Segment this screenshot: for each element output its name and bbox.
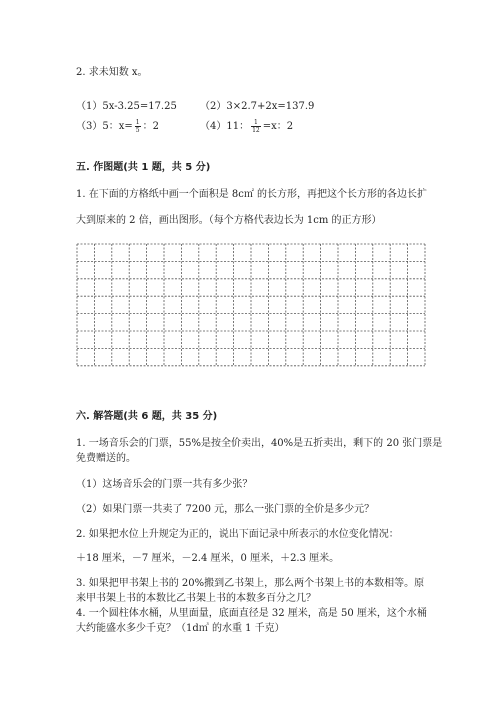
equation-3-suffix: ：2 [142, 121, 159, 132]
problem-1-line-2: 免费赠送的。 [76, 453, 136, 464]
fraction-denominator: 12 [252, 127, 260, 134]
section-6-heading: 六. 解答题(共 6 题，共 35 分) [76, 411, 218, 422]
equation-4-suffix: =x：2 [262, 121, 294, 132]
fraction-numerator: 1 [135, 119, 140, 126]
fraction-denominator: 5 [135, 127, 140, 134]
drawing-grid [76, 243, 426, 383]
problem-1-sub-question-2: （2）如果门票一共卖了 7200 元，那么一张门票的全价是多少元？ [76, 504, 375, 515]
question-2-title: 2. 求未知数 x。 [76, 67, 148, 78]
equation-3-prefix: （3）5：x= [76, 121, 133, 132]
equation-2: （2）3×2.7+2x=137.9 [200, 101, 315, 112]
problem-4-line-2: 大约能盛水多少千克？（1d㎥ 的水重 1 千克） [76, 623, 285, 634]
fraction-one-twelfth [251, 119, 261, 134]
section-5-heading: 五. 作图题(共 1 题，共 5 分) [76, 162, 211, 173]
problem-3-line-1: 3. 如果把甲书架上书的 20%搬到乙书架上，那么两个书架上书的本数相等。原 [76, 578, 425, 589]
equation-4 [200, 117, 293, 134]
fraction-numerator: 1 [251, 119, 261, 127]
equation-4-prefix: （4）11： [200, 121, 250, 132]
section-5-question-line-1: 1. 在下面的方格纸中画一个面积是 8c㎡ 的长方形，再把这个长方形的各边长扩 [76, 189, 428, 200]
problem-1-line-1: 1. 一场音乐会的门票，55%是按全价卖出，40%是五折卖出，剩下的 20 张门票是 [76, 438, 443, 449]
problem-3-line-2: 来甲书架上书的本数比乙书架上书的本数多百分之几？ [76, 593, 316, 604]
problem-1-sub-question-1: （1）这场音乐会的门票一共有多少张？ [76, 479, 253, 490]
problem-4-line-1: 4. 一个圆柱体水桶，从里面量，底面直径是 32 厘米，高是 50 厘米，这个水桶 [76, 608, 427, 619]
equation-3 [76, 117, 159, 134]
section-5-question-line-2: 大到原来的 2 倍，画出图形。（每个方格代表边长为 1cm 的正方形） [76, 215, 382, 226]
equation-1: （1）5x-3.25=17.25 [76, 101, 177, 112]
fraction-one-fifth [135, 119, 141, 134]
problem-2-line-2: ＋18 厘米，－7 厘米，－2.4 厘米，0 厘米，＋2.3 厘米。 [76, 553, 340, 564]
problem-2-line-1: 2. 如果把水位上升规定为正的，说出下面记录中所表示的水位变化情况： [76, 529, 399, 540]
